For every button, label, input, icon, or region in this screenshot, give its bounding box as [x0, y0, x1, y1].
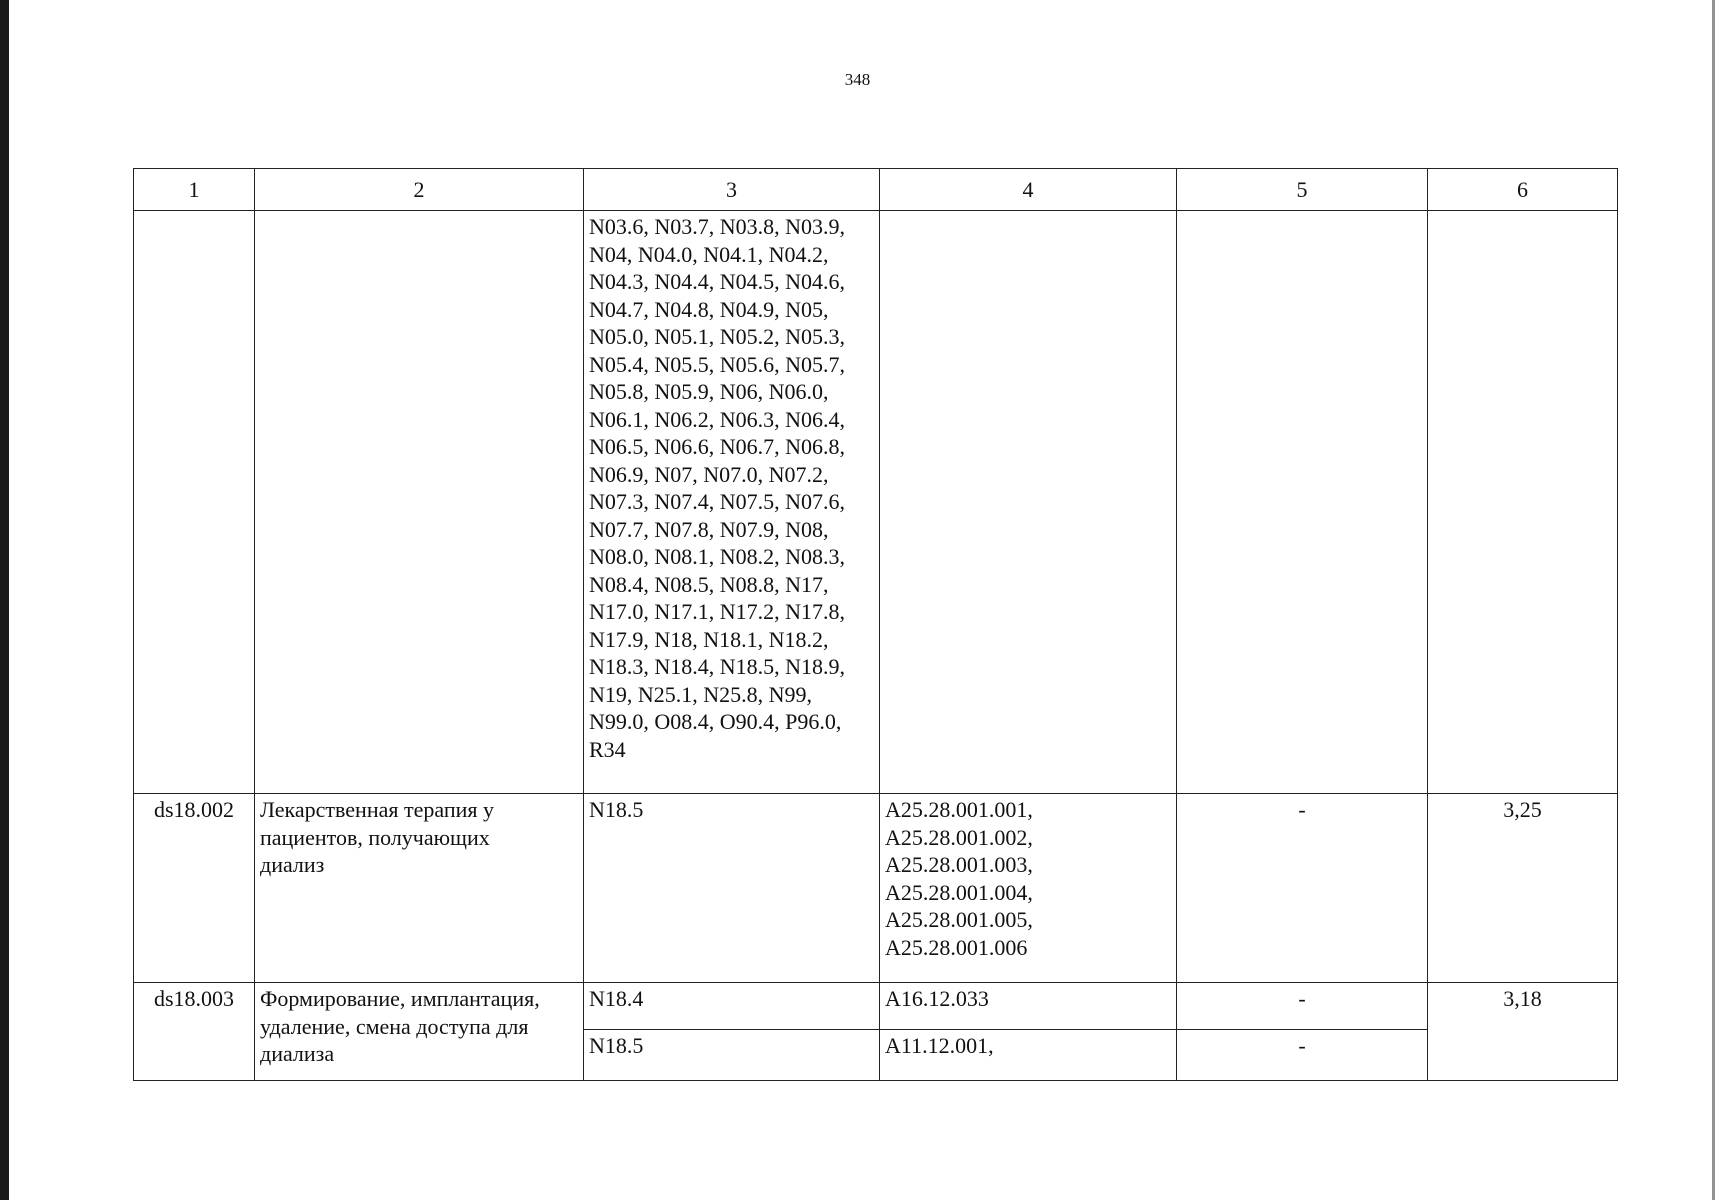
group-name-line: удаление, смена доступа для — [260, 1013, 529, 1039]
diagnosis-codes-line: N07.3, N07.4, N07.5, N07.6, — [589, 489, 846, 514]
service-code-line: A25.28.001.005, — [885, 907, 1033, 932]
header-cell-6: 6 — [1428, 169, 1618, 211]
diagnosis-codes-line: N07.7, N07.8, N07.9, N08, — [589, 516, 829, 542]
header-cell-1: 1 — [134, 169, 255, 211]
diagnosis-codes-line: N06.9, N07, N07.0, N07.2, — [589, 461, 829, 487]
diagnosis-code-cell: N18.5 — [584, 794, 880, 983]
diagnosis-codes-line: N05.4, N05.5, N05.6, N05.7, — [589, 351, 846, 377]
diagnosis-codes-line: N08.4, N08.5, N08.8, N17, — [589, 571, 829, 597]
continuation-services-cell — [880, 211, 1177, 794]
table-row — [134, 983, 1618, 1030]
diagnosis-codes-line: N04.7, N04.8, N04.9, N05, — [589, 296, 829, 322]
group-name-line: пациентов, получающих — [260, 824, 490, 850]
service-code-cell: A16.12.033 — [880, 983, 1177, 1030]
group-name-line: диализа — [260, 1041, 335, 1066]
continuation-coefficient-cell — [1428, 211, 1618, 794]
service-codes-cell — [880, 794, 1177, 983]
service-code-line: A25.28.001.004, — [885, 879, 1033, 905]
continuation-diagnosis-codes-cell — [584, 211, 880, 794]
col5-cell: - — [1177, 1030, 1428, 1081]
group-code-cell: ds18.002 — [134, 794, 255, 983]
group-code-cell: ds18.003 — [134, 983, 255, 1081]
table-row-continuation — [134, 211, 1618, 794]
diagnosis-codes-line: N06.5, N06.6, N06.7, N06.8, — [589, 434, 846, 459]
diagnosis-codes-line: N03.6, N03.7, N03.8, N03.9, — [589, 214, 846, 239]
diagnosis-codes-line: N99.0, O08.4, O90.4, P96.0, — [589, 709, 842, 734]
scan-edge-left — [0, 0, 9, 1200]
table-header-row — [134, 169, 1618, 211]
diagnosis-codes-line: R34 — [589, 736, 626, 762]
header-cell-5: 5 — [1177, 169, 1428, 211]
col5-cell: - — [1177, 983, 1428, 1030]
diagnosis-codes-line: N04, N04.0, N04.1, N04.2, — [589, 241, 829, 267]
diagnosis-codes-line: N18.3, N18.4, N18.5, N18.9, — [589, 654, 846, 679]
diagnosis-codes-line: N05.0, N05.1, N05.2, N05.3, — [589, 324, 846, 349]
group-name-line: Формирование, имплантация, — [260, 986, 540, 1011]
service-code-line: A25.28.001.002, — [885, 824, 1033, 850]
tariff-table — [133, 168, 1618, 1081]
table-row — [134, 794, 1618, 983]
diagnosis-code-cell: N18.4 — [584, 983, 880, 1030]
col5-cell: - — [1177, 794, 1428, 983]
group-name-cell — [255, 794, 584, 983]
continuation-col5-cell — [1177, 211, 1428, 794]
diagnosis-codes-line: N08.0, N08.1, N08.2, N08.3, — [589, 544, 846, 569]
continuation-name-cell — [255, 211, 584, 794]
service-code-line: A25.28.001.006 — [885, 934, 1028, 960]
diagnosis-codes-line: N04.3, N04.4, N04.5, N04.6, — [589, 269, 846, 294]
coefficient-cell: 3,25 — [1428, 794, 1618, 983]
header-cell-3: 3 — [584, 169, 880, 211]
diagnosis-codes-line: N19, N25.1, N25.8, N99, — [589, 681, 813, 707]
page-number: 348 — [844, 70, 871, 89]
header-cell-2: 2 — [255, 169, 584, 211]
service-code-line: A25.28.001.001, — [885, 797, 1033, 822]
diagnosis-codes-line: N06.1, N06.2, N06.3, N06.4, — [589, 406, 846, 432]
group-name-cell — [255, 983, 584, 1081]
coefficient-cell: 3,18 — [1428, 983, 1618, 1081]
group-name-line: Лекарственная терапия у — [260, 797, 495, 822]
service-code-line: A25.28.001.003, — [885, 852, 1033, 877]
diagnosis-codes-line: N17.9, N18, N18.1, N18.2, — [589, 626, 829, 652]
continuation-code-cell — [134, 211, 255, 794]
diagnosis-codes-line: N05.8, N05.9, N06, N06.0, — [589, 379, 829, 404]
diagnosis-codes-line: N17.0, N17.1, N17.2, N17.8, — [589, 599, 846, 624]
header-cell-4: 4 — [880, 169, 1177, 211]
diagnosis-code-cell: N18.5 — [584, 1030, 880, 1081]
group-name-line: диализ — [260, 852, 325, 877]
service-code-cell: A11.12.001, — [880, 1030, 1177, 1081]
